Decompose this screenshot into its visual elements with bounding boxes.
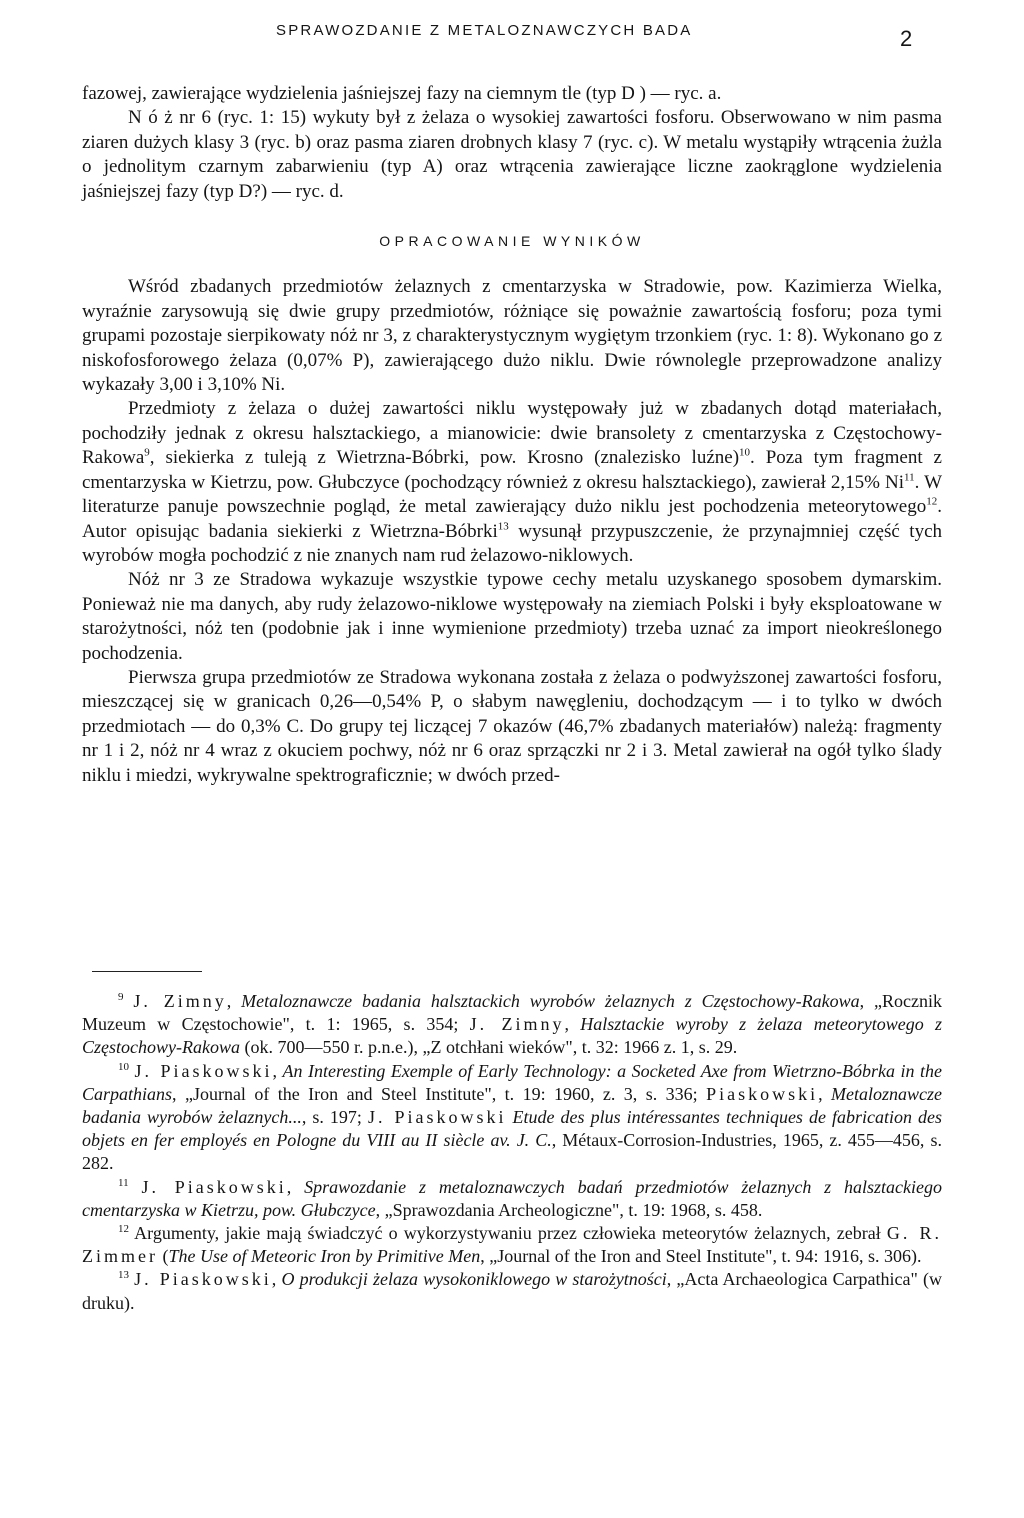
text-run: , (564, 1014, 581, 1035)
text-run: , (272, 1060, 283, 1081)
text-run: , Métaux-Corrosion-Industries, 1965, z. 455—456, s. 282. (82, 1130, 942, 1174)
footnote-9 (82, 990, 942, 1060)
footnote-number: 12 (118, 1223, 129, 1236)
section-heading: OPRACOWANIE WYNIKÓW (379, 233, 645, 250)
text-run: (ok. 700—550 r. p.n.e.), „Z otchłani wieków", t. 32: 1966 z. 1, s. 29. (239, 1037, 738, 1058)
author: J. Zimny (133, 991, 227, 1011)
text-run: . Autor opisując badania siekierki z Wietrzna-Bóbrki (82, 496, 942, 542)
text-run: , (226, 991, 242, 1011)
text-run: , siekierka z tuleją z Wietrzna-Bóbrki, pow. Krosno (znalezisko luźne) (149, 447, 740, 469)
author: J. Zimny (469, 1014, 565, 1035)
author: Piaskowski (706, 1083, 819, 1104)
work-title: An Interesting Exemple of Early Technology: a Socketed Axe from Wietrzno-Bóbrka in the Carpathians (82, 1060, 942, 1104)
footnote-number: 9 (118, 991, 124, 1003)
text-run: , s. 197; (301, 1107, 368, 1128)
work-title: Halsztackie wyroby z żelaza meteorytowego z Częstochowy-Rakowa (82, 1014, 942, 1058)
work-title: O produkcji żelaza wysokoniklowego w starożytności (281, 1269, 667, 1290)
footnote-11 (82, 1176, 942, 1222)
paragraph (82, 397, 942, 568)
footnote-number: 10 (118, 1060, 129, 1073)
author: G. R. Zimmer (82, 1223, 943, 1267)
footnote-12 (82, 1222, 942, 1268)
text-run: , (271, 1269, 282, 1290)
text-run: , „Sprawozdania Archeologiczne", t. 19: 1968, s. 458. (375, 1199, 763, 1220)
body-text (82, 82, 942, 788)
text-run: . Poza tym fragment z cmentarzyska w Kietrzu, pow. Głubczyce (pochodzący również z okresu halsztackiego), zawierał 2,15% Ni (82, 447, 942, 493)
work-title: Etude des plus intéressantes techniques de fabrication des objets en fer employés en Pologne du VIII au II siècle av. J. C. (82, 1107, 942, 1151)
text-run: wysunął przypuszczenie, że przynajmniej część tych wyrobów mogła pochodzić z nie znanych nam rud żelazowo-niklowych. (82, 520, 942, 566)
text-run: , „Journal of the Iron and Steel Institute", t. 94: 1916, s. 306). (480, 1246, 922, 1267)
work-title: Metaloznawcze badania wyrobów żelaznych... (82, 1083, 942, 1128)
footnote-ref: 12 (926, 495, 938, 508)
footnote-ref: 9 (144, 446, 150, 459)
footnotes (82, 990, 942, 1315)
author: J. Piaskowski (141, 1176, 287, 1197)
text-run: , „Journal of the Iron and Steel Institute", t. 19: 1960, z. 3, s. 336; (172, 1083, 707, 1104)
text-run: ( (157, 1246, 169, 1267)
footnote-ref: 11 (904, 471, 915, 484)
footnote-ref: 13 (497, 520, 509, 533)
text-run: , „Rocznik Muzeum w Częstochowie", t. 1: 1965, s. 354; (82, 991, 942, 1035)
text-run: , (818, 1083, 832, 1104)
footnote-13 (82, 1268, 942, 1314)
work-title: Sprawozdanie z metaloznawczych badań przedmiotów żelaznych z halsztackiego cmentarzyska w Kietrzu, pow. Głubczyce (82, 1176, 942, 1220)
text-run: Przedmioty z żelaza o dużej zawartości niklu występowały już w zbadanych dotąd materiałach, pochodziły jednak z okresu halsztackiego, a mianowicie: dwie bransolety z cmentarzyska z Częstochowy-Rakowa (82, 398, 942, 469)
footnote-divider (92, 971, 202, 972)
text-run: , „Acta Archaeologica Carpathica" (w druku). (82, 1269, 943, 1313)
footnote-number: 13 (118, 1269, 129, 1282)
author: J. Piaskowski (367, 1107, 507, 1128)
footnote-ref: 10 (739, 446, 751, 459)
page-number: 2 (900, 26, 913, 51)
running-title: SPRAWOZDANIE Z METALOZNAWCZYCH BADA (276, 22, 693, 39)
paragraph: N ó ż nr 6 (ryc. 1: 15) wykuty był z żelaza o wysokiej zawartości fosforu. Obserwowano w nim pasma ziaren dużych klasy 3 (ryc. b) oraz pasma ziaren drobnych klasy 7 (ryc. c). W metalu wystąpiły wtrącenia żużla o jednolitym czarnym zabarwieniu (typ A) oraz wtrącenia zawierające liczne zaokrąglone wydzielenia jaśniejszej fazy (typ D?) — ryc. d. (82, 107, 942, 202)
text-run: , (286, 1176, 305, 1197)
text-run: . W literaturze panuje powszechnie pogląd, że metal zawierający dużo niklu jest pochodzenia meteorytowego (82, 471, 943, 518)
footnote-10 (82, 1060, 942, 1176)
author: J. Piaskowski (134, 1269, 272, 1290)
text-run: Argumenty, jakie mają świadczyć o wykorzystywaniu przez człowieka meteorytów żelaznych, zebrał (134, 1223, 887, 1244)
paragraph: Nóż nr 3 ze Stradowa wykazuje wszystkie typowe cechy metalu uzyskanego sposobem dymarskim. Ponieważ nie ma danych, aby rudy żelazowo-niklowe występowały na ziemiach Polski i były eksploatowane w starożytności, nóż ten (podobnie jak i inne wymienione przedmioty) trzeba uznać za import nieokreślonego pochodzenia. (82, 569, 942, 664)
author: J. Piaskowski (134, 1060, 273, 1081)
paragraph: fazowej, zawierające wydzielenia jaśniejszej fazy na ciemnym tle (typ D ) — ryc. a. (82, 83, 722, 104)
footnote-number: 11 (118, 1176, 129, 1189)
paragraph: Pierwsza grupa przedmiotów ze Stradowa wykonana została z żelaza o podwyższonej zawartości fosforu, mieszczącej się w granicach 0,26—0,54% P, o słabym nawęgleniu, dochodzącym — i to tylko w dwóch przedmiotach — do 0,3% C. Do grupy tej liczącej 7 okazów (46,7% zbadanych materiałów) należą: fragmenty nr 1 i 2, nóż nr 4 wraz z okuciem pochwy, nóż nr 6 oraz sprzączki nr 2 i 3. Metal zawierał na ogół tylko ślady niklu i miedzi, wykrywalne spektrograficznie; w dwóch przed- (82, 666, 942, 786)
paragraph: Wśród zbadanych przedmiotów żelaznych z cmentarzyska w Stradowie, pow. Kazimierza Wielka, wyraźnie zarysowują się dwie grupy przedmiotów, różniące się poważnie zawartością fosforu; poza tymi grupami pozostaje sierpikowaty nóż nr 3, z charakterystycznym wygiętym trzonkiem (ryc. 1: 8). Wykonano go z niskofosforowego żelaza (0,07% P), zawierającego dużo niklu. Dwie równolegle przeprowadzone analizy wykazały 3,00 i 3,10% Ni. (82, 276, 942, 396)
work-title: Metaloznawcze badania halsztackich wyrobów żelaznych z Częstochowy-Rakowa (241, 991, 860, 1011)
work-title: The Use of Meteoric Iron by Primitive Men (168, 1246, 481, 1267)
